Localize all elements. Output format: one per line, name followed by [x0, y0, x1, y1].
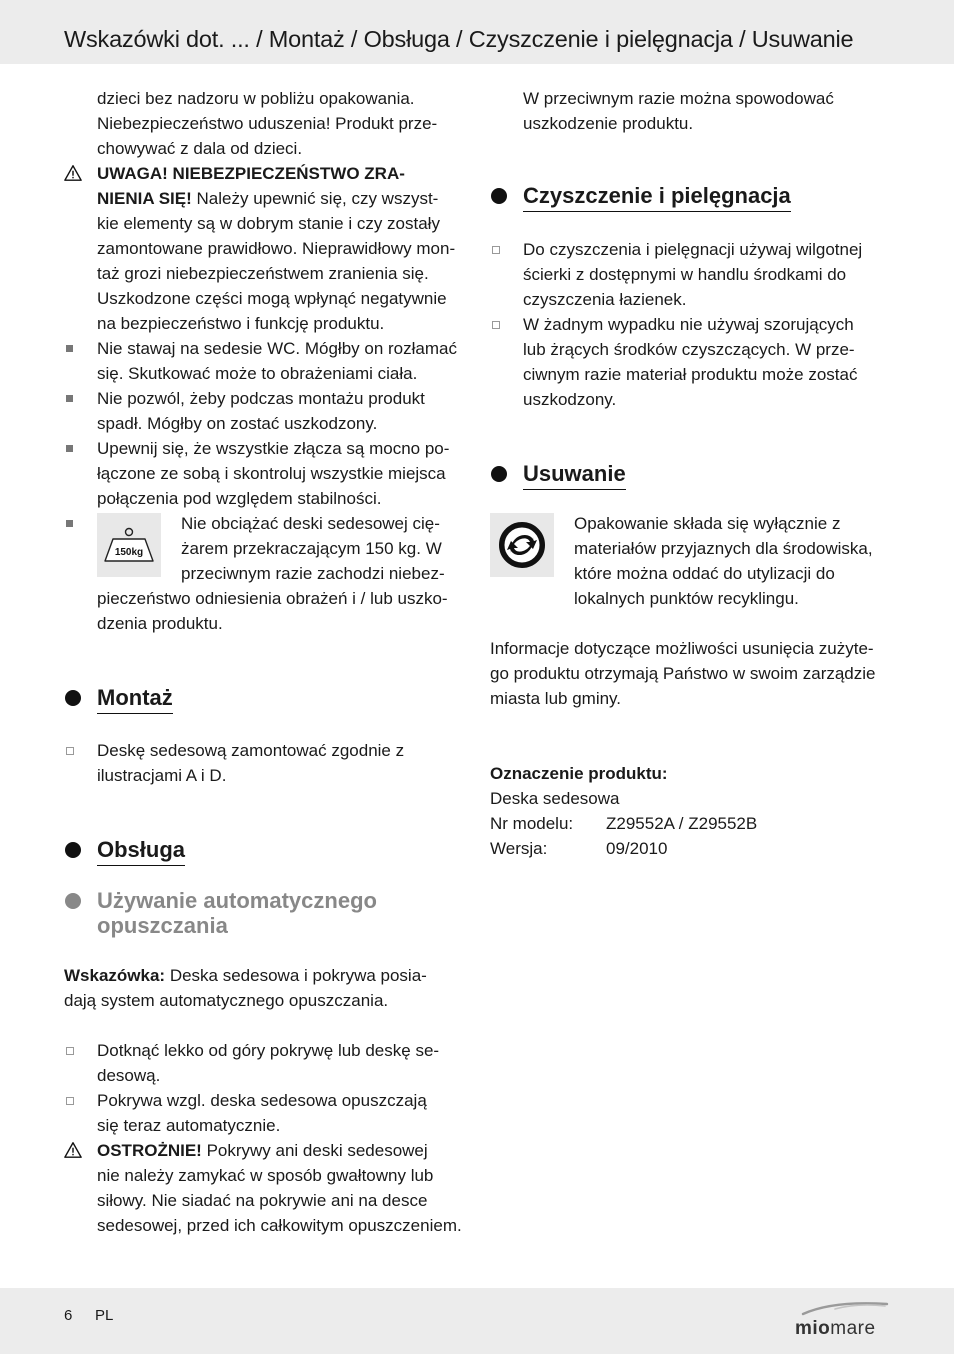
weight-warning: 150kg Nie obciążać deski sedesowej cię- żarem przekraczającym 150 kg. W przeciwnym razie zachodzi niebez- pieczeństwo odniesienia obrażeń i / lub uszko- dzenia produktu. [64, 511, 464, 636]
list-item: Nie stawaj na sedesie WC. Mógłby on rozłamać się. Skutkować może to obrażeniami ciała. [64, 336, 464, 386]
subsection-heading-auto-lowering: Używanie automatycznego opuszczania [64, 888, 464, 938]
right-column [490, 86, 890, 861]
section-heading-cleaning: Czyszczenie i pielęgnacja [490, 182, 890, 212]
page-header [0, 0, 954, 64]
warning-icon [64, 1138, 84, 1163]
bullet-square-icon [66, 395, 73, 402]
bullet-square-icon [66, 445, 73, 452]
bullet-square-icon [66, 345, 73, 352]
subsection-dot-icon [65, 893, 81, 909]
section-dot-icon [65, 842, 81, 858]
product-label: Oznaczenie produktu: [490, 764, 668, 783]
checkbox-square-icon [66, 747, 74, 755]
intro-paragraph: W przeciwnym razie można spowodować uszkodzenie produktu. [523, 89, 834, 133]
brand-swoosh-icon [795, 1300, 895, 1318]
checkbox-square-icon [66, 1097, 74, 1105]
weight-icon-label: 150kg [114, 547, 144, 558]
list-item: Do czyszczenia i pielęgnacji używaj wilgotnej ścierki z dostępnymi w handlu środkami do czyszczenia łazienek. [490, 237, 890, 312]
section-dot-icon [65, 690, 81, 706]
section-dot-icon [491, 188, 507, 204]
model-row: Nr modelu: Z29552A / Z29552B [490, 814, 758, 833]
brand-logo: miomare [795, 1300, 895, 1342]
product-name: Deska sedesowa [490, 789, 620, 808]
section-heading-disposal: Usuwanie [490, 460, 890, 490]
list-item: Upewnij się, że wszystkie złącza są mocno po- łączone ze sobą i skontroluj wszystkie miejsca połączenia pod względem stabilności. [64, 436, 464, 511]
disposal-info-paragraph: Informacje dotyczące możliwości usunięcia zużyte- go produktu otrzymają Państwo w swoim zarządzie miasta lub gminy. [490, 639, 876, 708]
checkbox-square-icon [492, 246, 500, 254]
checkbox-square-icon [66, 1047, 74, 1055]
intro-paragraph: dzieci bez nadzoru w pobliżu opakowania. Niebezpieczeństwo uduszenia! Produkt prze- chowywać z dala od dzieci. [97, 89, 438, 158]
warning-icon [64, 161, 84, 186]
left-column [64, 86, 464, 1238]
page-title: Wskazówki dot. ... / Montaż / Obsługa / Czyszczenie i pielęgnacja / Usuwanie [64, 26, 854, 52]
section-heading-obsluga: Obsługa [64, 836, 464, 866]
list-item: Dotknąć lekko od góry pokrywę lub deskę se- desową. [64, 1038, 464, 1088]
disposal-paragraph: Opakowanie składa się wyłącznie z materiałów przyjaznych dla środowiska, które można oddać do utylizacji do lokalnych punktów recyklingu. [490, 511, 890, 611]
section-dot-icon [491, 466, 507, 482]
list-item: W żadnym wypadku nie używaj szorujących lub żrących środków czyszczących. W prze- ciwnym razie materiał produktu może zostać uszkodzony. [490, 312, 890, 412]
weight-limit-icon [97, 513, 161, 577]
list-item: Pokrywa wzgl. deska sedesowa opuszczają się teraz automatycznie. [64, 1088, 464, 1138]
version-row: Wersja: 09/2010 [490, 839, 668, 858]
list-item: Deskę sedesową zamontować zgodnie z ilustracjami A i D. [64, 738, 464, 788]
product-identification [490, 761, 890, 861]
note-paragraph: Wskazówka: Deska sedesowa i pokrywa posia- dają system automatycznego opuszczania. [64, 966, 427, 1010]
page-number: 6 [64, 1307, 73, 1324]
caution-warning: OSTROŻNIE! Pokrywy ani deski sedesowej nie należy zamykać w sposób gwałtowny lub siłowy. Nie siadać na pokrywie ani na desce sedesowej, przed ich całkowitym opuszczeniem. [64, 1138, 464, 1238]
injury-warning: UWAGA! NIEBEZPIECZEŃSTWO ZRA- NIENIA SIĘ! Należy upewnić się, czy wszyst- kie elementy są w dobrym stanie i czy zostały zamontowane prawidłowo. Nieprawidłowy mon- taż grozi niebezpieczeństwem zranienia się. Uszkodzone części mogą wpłynąć negatywnie na bezpieczeństwo i funkcję produktu. [64, 161, 464, 336]
green-dot-recycle-icon [490, 513, 554, 577]
list-item: Nie pozwól, żeby podczas montażu produkt spadł. Mógłby on zostać uszkodzony. [64, 386, 464, 436]
checkbox-square-icon [492, 321, 500, 329]
bullet-square-icon [66, 520, 73, 527]
page-language: PL [95, 1307, 114, 1324]
section-heading-montaz: Montaż [64, 684, 464, 714]
